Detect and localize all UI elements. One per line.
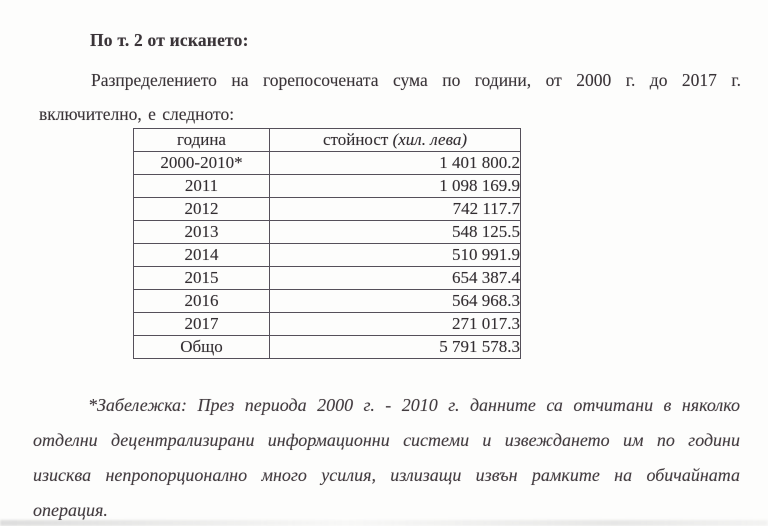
table-row <box>134 336 521 359</box>
table-row <box>134 313 521 336</box>
intro-paragraph: Разпределението на горепосочената сума по години, от 2000 г. до 2017 г. включително, е следното: <box>39 70 741 124</box>
value-cell: 271 017.3 <box>270 313 521 336</box>
value-header-label: стойност <box>322 130 389 149</box>
scan-artifact <box>0 520 768 526</box>
year-cell: Общо <box>134 336 270 359</box>
table-row <box>134 221 521 244</box>
value-cell: 564 968.3 <box>270 290 521 313</box>
year-cell: 2013 <box>134 221 270 244</box>
table-row <box>134 290 521 313</box>
table-body <box>134 152 521 359</box>
table-header-row <box>134 129 521 152</box>
section-heading: По т. 2 от искането: <box>90 30 249 50</box>
value-cell: 548 125.5 <box>270 221 521 244</box>
value-unit-label: (хил. лева) <box>392 130 468 149</box>
year-cell: 2014 <box>134 244 270 267</box>
footnote-paragraph: *Забележка: През периода 2000 г. - 2010 г. данните са отчитани в няколко отделни децентрализирани информационни системи и извеждането им по години изисква непропорционално много усилия, излизащи извън рамките на обичайната операция. <box>33 395 740 520</box>
year-cell: 2012 <box>134 198 270 221</box>
table-head <box>134 129 521 152</box>
table-row <box>134 244 521 267</box>
value-cell: 5 791 578.3 <box>270 336 521 359</box>
value-cell: 654 387.4 <box>270 267 521 290</box>
value-cell: 510 991.9 <box>270 244 521 267</box>
table-row <box>134 175 521 198</box>
year-cell: 2000-2010* <box>134 152 270 175</box>
table-row <box>134 198 521 221</box>
value-cell: 742 117.7 <box>270 198 521 221</box>
value-column-header <box>270 129 521 152</box>
year-cell: 2016 <box>134 290 270 313</box>
year-cell: 2017 <box>134 313 270 336</box>
value-cell: 1 401 800.2 <box>270 152 521 175</box>
value-cell: 1 098 169.9 <box>270 175 521 198</box>
year-cell: 2011 <box>134 175 270 198</box>
yearly-values-table <box>133 128 521 359</box>
year-column-header: година <box>134 129 270 152</box>
table-row <box>134 267 521 290</box>
year-cell: 2015 <box>134 267 270 290</box>
table-row <box>134 152 521 175</box>
